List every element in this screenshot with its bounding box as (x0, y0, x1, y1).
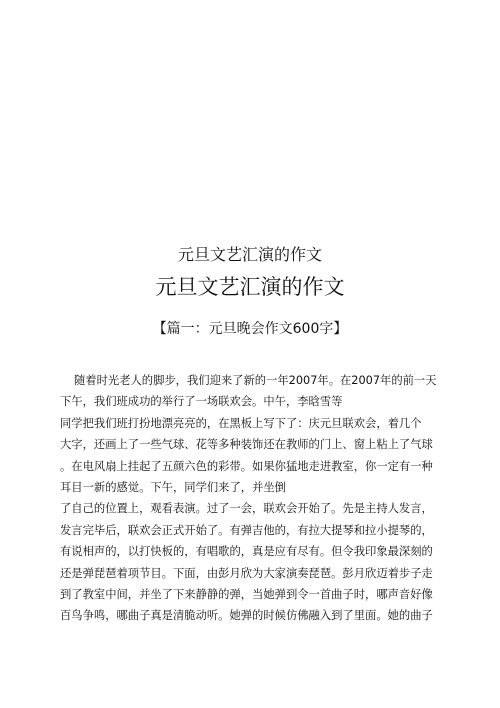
section-heading: 【篇一：元旦晚会作文600字】 (152, 321, 348, 337)
document-title-small: 元旦文艺汇演的作文 (177, 245, 322, 264)
body-line: 耳目一新的感觉。下午，同学们来了，并坐倒 (60, 481, 286, 495)
body-text (60, 370, 442, 627)
body-line: 随着时光老人的脚步，我们迎来了新的一年2007年。在2007年的前一天 (74, 374, 437, 387)
document-title-large: 元旦文艺汇演的作文 (155, 275, 345, 299)
body-line: 发言完毕后，联欢会正式开始了。有弹吉他的，有拉大提琴和拉小提琴的， (60, 523, 433, 537)
body-line: 百鸟争鸣，哪曲子真是清脆动听。她弹的时候仿佛融入到了里面。她的曲子 (60, 609, 433, 623)
body-line: 有说相声的，以打快板的，有唱歌的，真是应有尽有。但令我印象最深刻的 (60, 545, 433, 559)
body-line: 还是弹琵琶着项节目。下面，由彭月欣为大家演奏琵琶。彭月欣迈着步子走 (60, 566, 433, 580)
body-line: 大字，还画上了一些气球、花等多种装饰还在教师的门上、窗上粘上了气球 (60, 438, 433, 452)
body-line: 下午，我们班成功的举行了一场联欢会。中午，李晗雪等 (60, 395, 343, 409)
body-line: 。在电风扇上挂起了五颜六色的彩带。如果你猛地走进教室，你一定有一种 (60, 459, 433, 473)
body-line: 到了教室中间，并坐了下来静静的弹，当她弹到令一首曲子时，哪声音好像 (60, 588, 433, 602)
body-line: 同学把我们班打扮地漂亮亮的，在黑板上写下了：庆元旦联欢会，着几个 (60, 416, 422, 430)
body-line: 了自己的位置上，观看表演。过了一会，联欢会开始了。先是主持人发言， (60, 502, 433, 516)
